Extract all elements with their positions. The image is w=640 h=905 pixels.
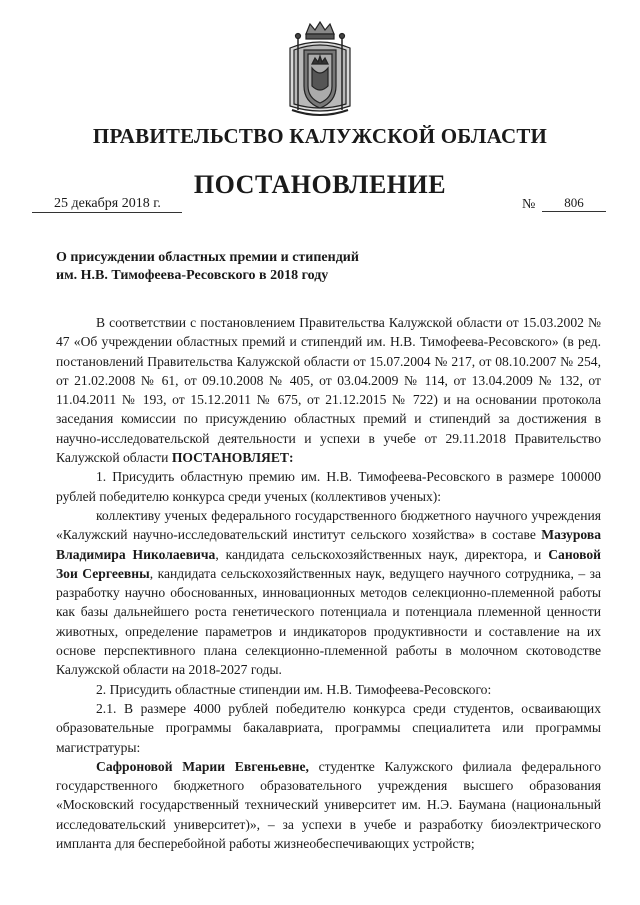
government-title: ПРАВИТЕЛЬСТВО КАЛУЖСКОЙ ОБЛАСТИ xyxy=(92,124,548,148)
item-2-1: 2.1. В размере 4000 рублей победителю конкурса среди студентов, осваивающих образовательные программы бакалавриата, программы специалитета или программы магистратуры: xyxy=(56,700,601,755)
coat-of-arms-icon xyxy=(284,20,356,120)
document-date: 25 декабря 2018 г. xyxy=(32,196,182,213)
recipient-name-3: Сафроновой Марии Евгеньевне, xyxy=(96,758,309,774)
document-subject xyxy=(56,249,456,285)
document-body xyxy=(56,313,601,853)
item-2: 2. Присудить областные стипендии им. Н.В. Тимофеева-Ресовского: xyxy=(96,681,492,697)
recipient-name-2: Сановой Зои Сергеевны xyxy=(56,546,601,581)
intro-text: В соответствии с постановлением Правительства Калужской области от 15.03.2002 № 47 «Об учреждении областных премий и стипендий им. Н.В. Тимофеева-Ресовского» (в ред. постановлений Правительства Калужской области от 15.07.2004 № 217, от 08.10.2007 № 254, от 21.02.2008 № 61, от 09.10.2008 № 405, от 03.04.2009 № 114, от 13.04.2009 № 132, от 11.04.2011 № 193, от 15.12.2011 № 675, от 21.12.2015 № 722) и на основании протокола заседания комиссии по присуждению областных премий и стипендий за достижения в научно-исследовательской деятельности и успехи в учебе от 29.11.2018 Правительство Калужской области xyxy=(56,315,601,466)
item-1-recipients xyxy=(56,506,601,680)
item-2-1-recipient xyxy=(56,757,601,853)
item-1: 1. Присудить областную премию им. Н.В. Тимофеева-Ресовского в размере 100000 рублей победителю конкурса среди ученых (коллективов ученых): xyxy=(56,469,601,504)
recipient-name-1: Мазурова Владимира Николаевича xyxy=(56,527,601,562)
number-label: № xyxy=(522,197,536,212)
resolves-keyword: ПОСТАНОВЛЯЕТ: xyxy=(171,450,294,466)
document-type: ПОСТАНОВЛЕНИЕ xyxy=(193,170,447,199)
item-1-text-b: , кандидата сельскохозяйственных наук, директора, и xyxy=(215,546,549,562)
subject-line-1: О присуждении областных премии и стипендий xyxy=(56,250,359,265)
intro-paragraph xyxy=(56,313,601,467)
document-number: 806 xyxy=(542,195,606,212)
item-1-text-a: коллективу ученых федерального государственного бюджетного научного учреждения «Калужский научно-исследовательский институт сельского хозяйства» в составе xyxy=(56,507,601,543)
subject-line-2: им. Н.В. Тимофеева-Ресовского в 2018 году xyxy=(56,268,329,283)
item-2-1-text: студентке Калужского филиала федерального государственного бюджетного образовательного учреждения высшего образования «Московский государственный технический университет им. Н.Э. Баумана (национальный исследовательский университет)», – за успехи в учебе и разработку биоэлектрического импланта для бесперебойной работы жизнеобеспечивающих устройств; xyxy=(56,758,601,852)
item-1-text-c: , кандидата сельскохозяйственных наук, ведущего научного сотрудника, – за разработку научно обоснованных, инновационных методов селекционно-племенной работы как базы дальнейшего роста генетического потенциала и потенциала племенной ценности животных, определение параметров и индикаторов продуктивности и составление на их основе перспективного плана селекционно-племенной работы в молочном скотоводстве Калужской области на 2018-2027 годы. xyxy=(56,565,602,678)
